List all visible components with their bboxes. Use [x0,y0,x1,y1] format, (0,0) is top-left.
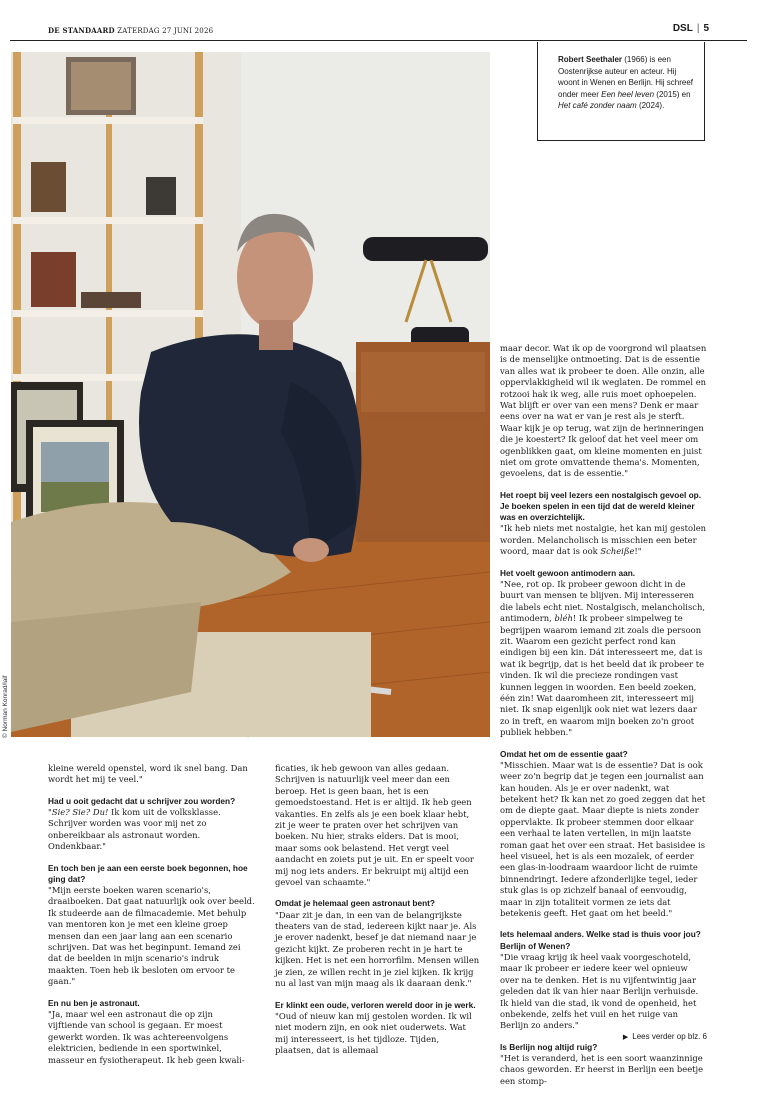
paragraph: maar decor. Wat ik op de voorgrond wil plaatsen is de menselijke ontmoeting. Dat is de essentie van alles wat ik probeer te doen. Alle onzin, alle oppervlakkigheid wil ik weglaten. De rommel en rotzooi hak ik weg, alle ruis moet ophoepelen. Wat blijft er over van een mens? Denk er maar eens over na wat er van je rest als je sterft. Waar kijk je op terug, wat zijn de herinneringen die je koestert? Ik geloof dat het veel meer om ogenblikken gaat, om kleine momenten en juist niet om grote omvattende thema's. Momenten, gevoelens, dat is de essentie." [500,343,707,479]
interview-question: Had u ooit gedacht dat u schrijver zou worden? [48,795,236,806]
interview-question: Is Berlijn nog altijd ruig? [500,1041,598,1052]
interview-question: Omdat het om de essentie gaat? [500,748,628,759]
paragraph: kleine wereld openstel, word ik snel bang. Dan wordt het mij te veel." [48,763,248,785]
masthead [48,26,213,35]
author-name: Robert Seethaler [558,55,623,64]
answer-text: Ik kom uit de volksklasse. Schrijver worden was voor mij net zo onbereikbaar als astronaut worden. Ondenkbaar." [48,807,221,852]
answer-emphasis: Scheiße [600,546,635,557]
interview-question: Iets helemaal anders. Welke stad is thuis voor jou? Berlijn of Wenen? [500,929,701,951]
answer-text: " [48,807,52,818]
article-column-1 [48,763,255,1076]
bio-book-2: Het café zonder naam [558,101,637,111]
article-column-3-upper [500,343,708,1097]
interview-answer [48,807,255,853]
newspaper-name: DE STANDAARD [48,26,115,35]
bio-text-2: (2015) en [654,89,691,99]
interview-answer: "Die vraag krijg ik heel vaak voorgeschoteld, maar ik probeer er iedere keer wel opnieuw over na te denken. Het is nu vijfentwintig jaar geleden dat ik van hier naar Berlijn verhuisde. Ik hield van die stad, ik vond de openheid, het onbekende, zelfs het vuil en het ruige van Berlijn zo anders." [500,951,699,1031]
continued-on-page-link[interactable] [623,1032,707,1041]
interview-question: Omdat je helemaal geen astronaut bent? [275,898,435,909]
interview-answer: "Mijn eerste boeken waren scenario's, draaiboeken. Dat gaat natuurlijk ook over beeld. Ik studeerde aan de filmacademie. Met behulp van mentoren kon je met een kleine groep mensen dan een jaar lang aan een scenario schrijven. Dat was het beginpunt. Iemand zei dat de beelden in mijn scenario's indruk maakten. Toen heb ik besloten om ervoor te gaan." [48,885,255,987]
bio-text-1: (1966) is een Oostenrijkse auteur en acteur. Hij woont in Wenen en Berlijn. Hij schreef onder meer [558,55,694,99]
interview-answer: "Daar zit je dan, in een van de belangrijkste theaters van de stad, iedereen kijkt naar je. Als je erover nadenkt, besef je dat niemand naar je gezicht kijkt. Ze proberen recht in je hart te kijken. Het is net een horrorfilm. Mensen willen je zien, ze willen recht in je ziel kijken. Ik krijg nu al last van mijn maag als ik daaraan denk." [275,909,480,989]
photo-credit-text: © Norman Konrad/laif [2,675,9,738]
answer-emphasis: Sie? Sie? Du! [51,807,109,818]
interview-answer [500,579,708,739]
section-name: DSL [672,23,693,34]
interview-question: Het voelt gewoon antimodern aan. [500,567,636,578]
interview-question: Het roept bij veel lezers een nostalgisch gevoel op. Je boeken spelen in een tijd dat de wereld kleiner was en overzichtelijk. [500,489,702,523]
answer-text: ! Ik probeer simpelweg te begrijpen waarom iemand zit zoals die persoon zit. Waarom een gezicht perfect rond kan eindigen bij een kin. Dát interesseert me, dat is wat ik begrijp, dat is het beeld dat ik probeer te vinden. Ik wil die precieze rondingen vast kunnen leggen in woorden. Een beeld zoeken, één zin! Wat daaromheen zit, interesseert mij niet. Ik snap eigenlijk ook niet wat lezers daar zo in treft, en waarom mijn boeken zo'n groot publiek hebben." [500,613,705,738]
answer-text: "Ik heb niets met nostalgie, het kan mij gestolen worden. Melancholisch is misschien een beter woord, maar dat is ook [500,523,707,557]
play-arrow-icon: ▶ [622,1034,629,1041]
author-bio-box [537,42,705,141]
answer-text: "Nee, rot op. Ik probeer gewoon dicht in de buurt van mensen te blijven. Mij interesseren die labels echt niet. Nostalgisch, melancholisch, antimodern, [500,578,706,624]
photo-credit [0,660,12,740]
page-number: 5 [703,23,709,34]
interview-answer: "Ja, maar wel een astronaut die op zijn vijftiende van school is gegaan. Er moest gewerkt worden. Ik was achtereenvolgens elektricien, bediende in een sportwinkel, masseur en fysiotherapeut. Ik heb geen kwali- [48,1008,245,1065]
interview-answer [500,523,708,557]
bio-text-3: (2024). [636,101,665,111]
interview-question: En nu ben je astronaut. [48,997,140,1008]
continued-text: Lees verder op blz. 6 [632,1032,707,1041]
interview-question: Er klinkt een oude, verloren wereld door in je werk. [275,999,476,1010]
portrait-illustration [11,52,490,737]
issue-date: ZATERDAG 27 JUNI 2026 [117,27,214,35]
interview-question: En toch ben je aan een eerste boek begonnen, hoe ging dat? [48,862,248,884]
bio-book-1: Een heel leven [601,89,655,99]
article-column-2 [275,763,480,1066]
header-rule [10,40,747,41]
interview-answer: "Misschien. Maar wat is de essentie? Dat is ook weer zo'n begrip dat je tegen een journalist aan kan houden. Als je er over nadenkt, wat betekent het? Ik kan net zo goed zeggen dat het om de diepte gaat. Maar diepte is niets zonder oppervlakte. Ik probeer stemmen door elkaar een verhaal te laten vertellen, in mijn laatste roman gaat het over een straat. Het basisidee is heel visueel, het is als een mozaïek, of eerder een glas-in-loodraam waardoor licht de ruimte binnendringt. Iedere afzonderlijke tegel, ieder stuk glas is op zichzelf banaal of eenvoudig, maar in zijn totaliteit vormen ze iets dat betekenis geeft. Het gaat om het beeld." [500,759,706,919]
answer-emphasis: bléh [554,613,573,624]
answer-text: !" [634,546,642,557]
author-portrait-photo [11,52,490,737]
interview-answer: "Oud of nieuw kan mij gestolen worden. Ik wil niet modern zijn, en ook niet ouderwets. Wat mij interesseert, is het tijdloze. Tijden, plaatsen, dat is allemaal [275,1010,472,1055]
interview-answer: "Het is veranderd, het is een soort waanzinnige chaos geworden. Er heerst in Berlijn een beetje een stomp- [500,1052,704,1086]
header-separator: | [696,23,700,34]
page-info [673,23,709,34]
paragraph: ficaties, ik heb gewoon van alles gedaan. Schrijven is natuurlijk veel meer dan een beroep. Het is geen baan, het is een gemoedstoestand. Het is er altijd. Ik heb geen vakanties. En zelfs als je een boek klaar hebt, zit je weer te praten over het schrijven van boeken. Nu hier, straks elders. Dat is mooi, maar soms ook belastend. Het vergt veel aandacht en zoiets put je uit. En er speelt voor mij nog iets anders. Er bekruipt mij altijd een gevoel van schaamte." [275,763,474,888]
